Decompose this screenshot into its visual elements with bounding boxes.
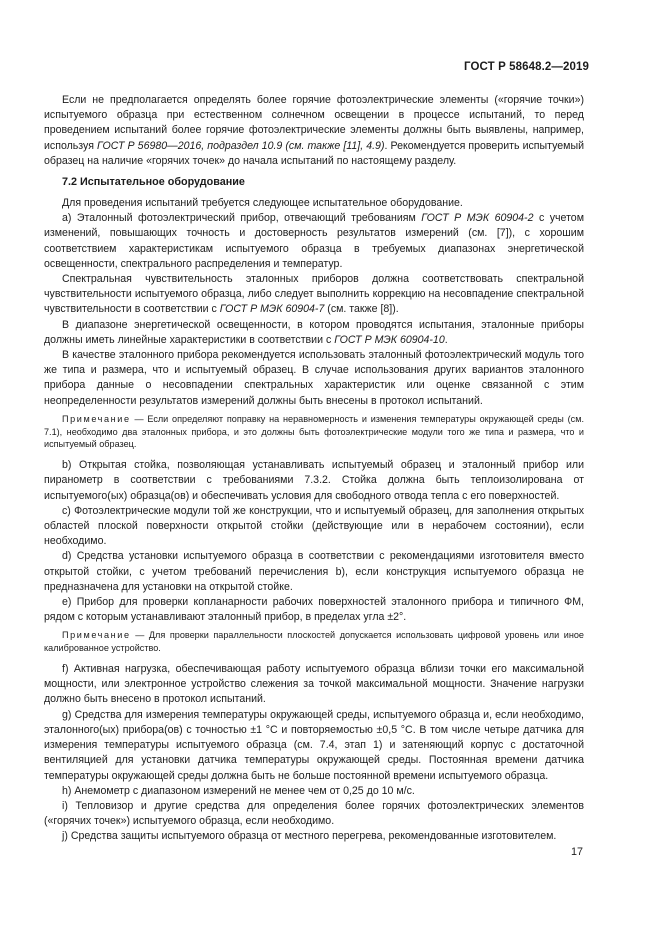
list-item-e: e) Прибор для проверки копланарности рабочих поверхностей эталонного прибора и типичного ФМ, рядом с которым устанавливают эталонный прибор, в пределах угла ±2°. <box>44 596 584 624</box>
list-item-d: d) Средства установки испытуемого образца в соответствии с рекомендациями изготовителя вместо открытой стойки, с учетом требований перечисления b), если конструкция испытуемого образца не предназначена для установки на открытой стойке. <box>44 550 584 593</box>
note-2-label: Примечание <box>62 630 131 641</box>
item-a-standard-reference: ГОСТ Р МЭК 60904-2 <box>421 212 534 225</box>
list-item-h: h) Анемометр с диапазоном измерений не менее чем от 0,25 до 10 м/с. <box>62 784 415 797</box>
list-item-c: c) Фотоэлектрические модули той же конструкции, что и испытуемый образец, для заполнения открытых областей плоской поверхности открытой стойки (действующие или в нерабочем состоянии), если необходимо. <box>44 504 584 548</box>
document-header-standard-number: ГОСТ Р 58648.2—2019 <box>464 61 589 73</box>
intro-text-1: Если не предполагается определять более горячие фотоэлектрические элементы («горячие точки») испытуемого образца при естественном солнечном освещении в процессе испытаний, то перед проведением испытаний более горячие фотоэлектрические элементы должны быть выявлены, например, используя <box>44 94 584 152</box>
list-item-a <box>44 211 584 272</box>
note-2 <box>44 629 584 655</box>
equipment-lead-paragraph: Для проведения испытаний требуется следующее испытательное оборудование. <box>62 197 463 210</box>
irradiance-linearity-paragraph <box>44 318 584 348</box>
intro-text-2: . Рекомендуется проверить испытуемый образец на наличие «горячих точек» до начала испытаний по настоящему разделу. <box>44 139 584 167</box>
document-body <box>44 93 584 845</box>
list-item-i: i) Тепловизор и другие средства для определения более горячих фотоэлектрических элементов («горячих точек») испытуемого образца, если необходимо. <box>44 799 584 828</box>
reference-device-paragraph: В качестве эталонного прибора рекомендуется использовать эталонный фотоэлектрический модуль того же типа и размера, что и испытуемый образец. В случае использования других вариантов эталонного прибора данные о несовпадении спектральных характеристик или оценке связанной с этим неопределенности результатов измерений должны быть внесены в протокол испытаний. <box>44 349 584 407</box>
list-item-g: g) Средства для измерения температуры окружающей среды, испытуемого образца и, если необходимо, эталонного(ых) прибора(ов) с точностью ±1 °С и повторяемостью ±0,5 °С. В том числе четыре датчика для измерения температуры испытуемого образца (см. 7.4, этап 1) и затеняющий корпус с достаточной вентиляцией для установки датчика температуры окружающей среды. Постоянная времени датчика температуры окружающей среды должна быть не больше постоянной времени испытуемого образца. <box>44 708 584 782</box>
section-heading: 7.2 Испытательное оборудование <box>62 176 245 189</box>
intro-standard-reference: ГОСТ Р 56980—2016, подраздел 10.9 (см. также [11], 4.9) <box>97 139 385 152</box>
spectral-text-2: (см. также [8]). <box>324 303 399 316</box>
spectral-text-1: Спектральная чувствительность эталонных приборов должна соответствовать спектральной чувствительности испытуемого образца, либо следует выполнить коррекцию на несовпадение спектральной чувствительности в соответствии с <box>44 273 584 316</box>
irradiance-standard-reference: ГОСТ Р МЭК 60904-10 <box>334 333 445 346</box>
note-2-text: — Для проверки параллельности плоскостей допускается использовать цифровой уровень или иное калиброванное устройство. <box>44 630 584 654</box>
note-1-label: Примечание <box>62 413 131 424</box>
list-item-j: j) Средства защиты испытуемого образца от местного перегрева, рекомендованные изготовителем. <box>62 830 557 843</box>
item-a-text-1: а) Эталонный фотоэлектрический прибор, отвечающий требованиям <box>62 212 422 225</box>
list-item-f: f) Активная нагрузка, обеспечивающая работу испытуемого образца вблизи точки его максимальной мощности, или электронное устройство слежения за точкой максимальной мощности. Значение нагрузки должно быть внесено в протокол испытаний. <box>44 663 584 706</box>
intro-paragraph <box>44 93 584 169</box>
irradiance-text-1: В диапазоне энергетической освещенности, в котором проводятся испытания, эталонные приборы должны иметь линейные характеристики в соответствии с <box>44 318 584 346</box>
spectral-response-paragraph <box>44 272 584 318</box>
note-1 <box>44 413 584 451</box>
note-1-text: — Если определяют поправку на неравномерность и изменения температуры окружающей среды (см. 7.1), необходимо два эталонных прибора, и это должны быть фотоэлектрические модули того же типа и размера, что и испытуемый образец. <box>44 413 584 450</box>
page-number: 17 <box>570 846 583 858</box>
list-item-b: b) Открытая стойка, позволяющая устанавливать испытуемый образец и эталонный прибор или пиранометр в соответствии с требованиями 7.3.2. Стойка должна быть теплоизолирована от испытуемого(ых) образца(ов) и обеспечивать условия для свободного отвода тепла с его поверхностей. <box>44 459 584 502</box>
irradiance-text-2: . <box>444 333 448 346</box>
item-a-text-2: с учетом изменений, повышающих точность и достоверность результатов измерений (см. [7]), с хорошим соответствием характеристикам испытуемого образца в требуемых диапазонах энергетической освещенности, спектрального распределения и температур. <box>44 212 584 270</box>
spectral-standard-reference: ГОСТ Р МЭК 60904-7 <box>219 303 325 316</box>
